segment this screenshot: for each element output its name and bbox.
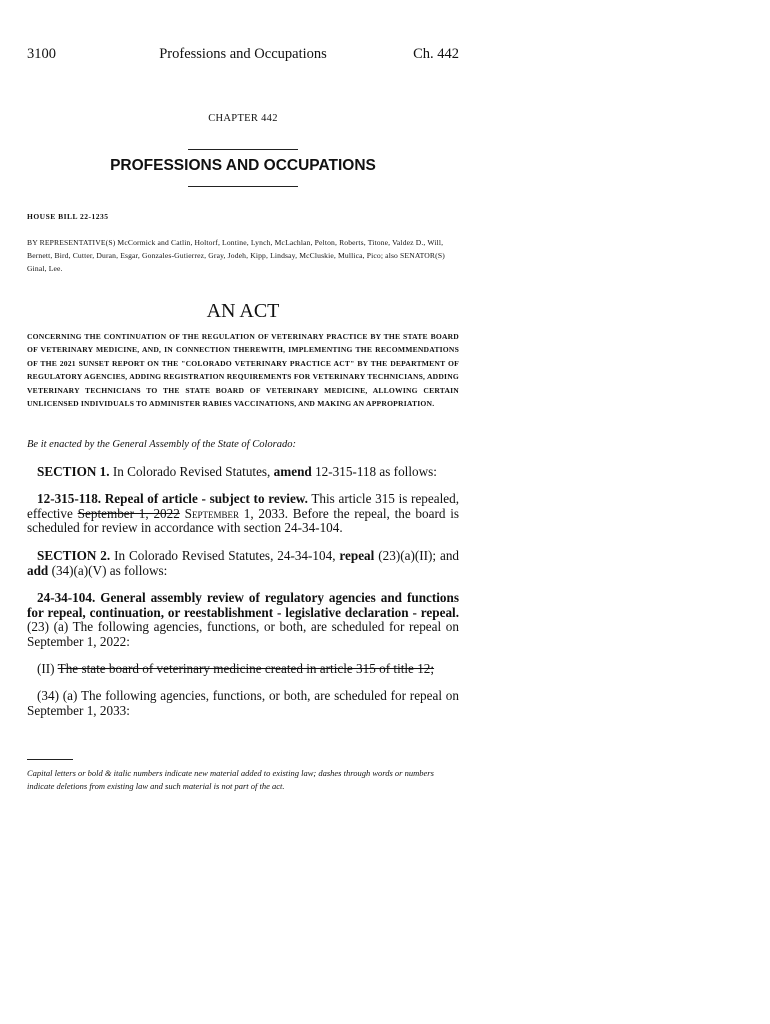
chapter-reference: Ch. 442 [413, 46, 459, 62]
section-1-label: SECTION 1. [37, 464, 110, 479]
title-rule-top [188, 149, 298, 150]
an-act-heading: AN ACT [206, 300, 280, 322]
concerning-clause: CONCERNING THE CONTINUATION OF THE REGULATION OF VETERINARY PRACTICE BY THE STATE BOARD OF VETERINARY MEDICINE, AND, IN CONNECTION THEREWITH, IMPLEMENTING THE RECOMMENDATIONS OF THE 2021 SUNSET REPORT ON THE "COLORADO VETERINARY PRACTICE ACT" BY THE DEPARTMENT OF REGULATORY AGENCIES, ADDING REGISTRATION REQUIREMENTS FOR VETERINARY TECHNICIANS, ADDING VETERINARY TECHNICIANS TO THE STATE BOARD OF VETERINARY MEDICINE, ALLOWING CERTAIN UNLICENSED INDIVIDUALS TO ADMINISTER RABIES VACCINATIONS, AND MAKING AN APPROPRIATION. [27, 332, 459, 409]
page-number: 3100 [27, 46, 56, 62]
statute-12-315-118: 12-315-118. Repeal of article - subject to review. This article 315 is repealed, effective September 1, 2022 September 1, 2033. Before the repeal, the board is scheduled for review in accordance with section 24-34-104. [27, 491, 460, 535]
section-2-label: SECTION 2. [37, 548, 111, 563]
chapter-label: CHAPTER 442 [208, 113, 278, 124]
deleted-text: September 1, 2022 [77, 505, 180, 521]
sponsors: BY REPRESENTATIVE(S) McCormick and Catlin, Holtorf, Lontine, Lynch, McLachlan, Pelton, Roberts, Titone, Valdez D., Will, Bernett, Bird, Cutter, Duran, Esgar, Gonzales-Gutierrez, Gray, Jodeh, Kipp, Lindsay, McCluskie, Mullica, Pico; also SENATOR(S) Ginal, Lee. [27, 238, 445, 273]
deleted-text: The state board of veterinary medicine created in article 315 of title 12; [57, 661, 435, 676]
section-2: SECTION 2. In Colorado Revised Statutes, 24-34-104, repeal (23)(a)(II); and add (34)(a)(V) as follows: [27, 548, 460, 578]
paragraph-II: (II) The state board of veterinary medicine created in article 315 of title 12; [37, 661, 435, 676]
paragraph-34: (34) (a) The following agencies, functions, or both, are scheduled for repeal on September 1, 2033: [27, 688, 459, 718]
page-title: PROFESSIONS AND OCCUPATIONS [110, 157, 376, 174]
enacting-clause: Be it enacted by the General Assembly of the State of Colorado: [27, 439, 296, 450]
footnote-rule [27, 759, 73, 760]
running-title: Professions and Occupations [159, 46, 327, 62]
statute-24-34-104: 24-34-104. General assembly review of regulatory agencies and functions for repeal, continuation, or reestablishment - legislative declaration - repeal. (23) (a) The following agencies, functions, or both, are scheduled for repeal on September 1, 2022: [27, 590, 459, 649]
statute-heading: 24-34-104. General assembly review of regulatory agencies and functions for repeal, continuation, or reestablishment - legislative declaration - repeal. [27, 590, 459, 620]
footnote: Capital letters or bold & italic numbers indicate new material added to existing law; dashes through words or numbers indicate deletions from existing law and such material is not part of the act. [27, 768, 434, 791]
inserted-text: September [184, 505, 239, 521]
bill-label: HOUSE BILL 22-1235 [27, 212, 109, 221]
title-rule-bottom [188, 186, 298, 187]
section-1: SECTION 1. In Colorado Revised Statutes, amend 12-315-118 as follows: [37, 464, 437, 479]
statute-heading: 12-315-118. Repeal of article - subject to review. [37, 491, 308, 506]
